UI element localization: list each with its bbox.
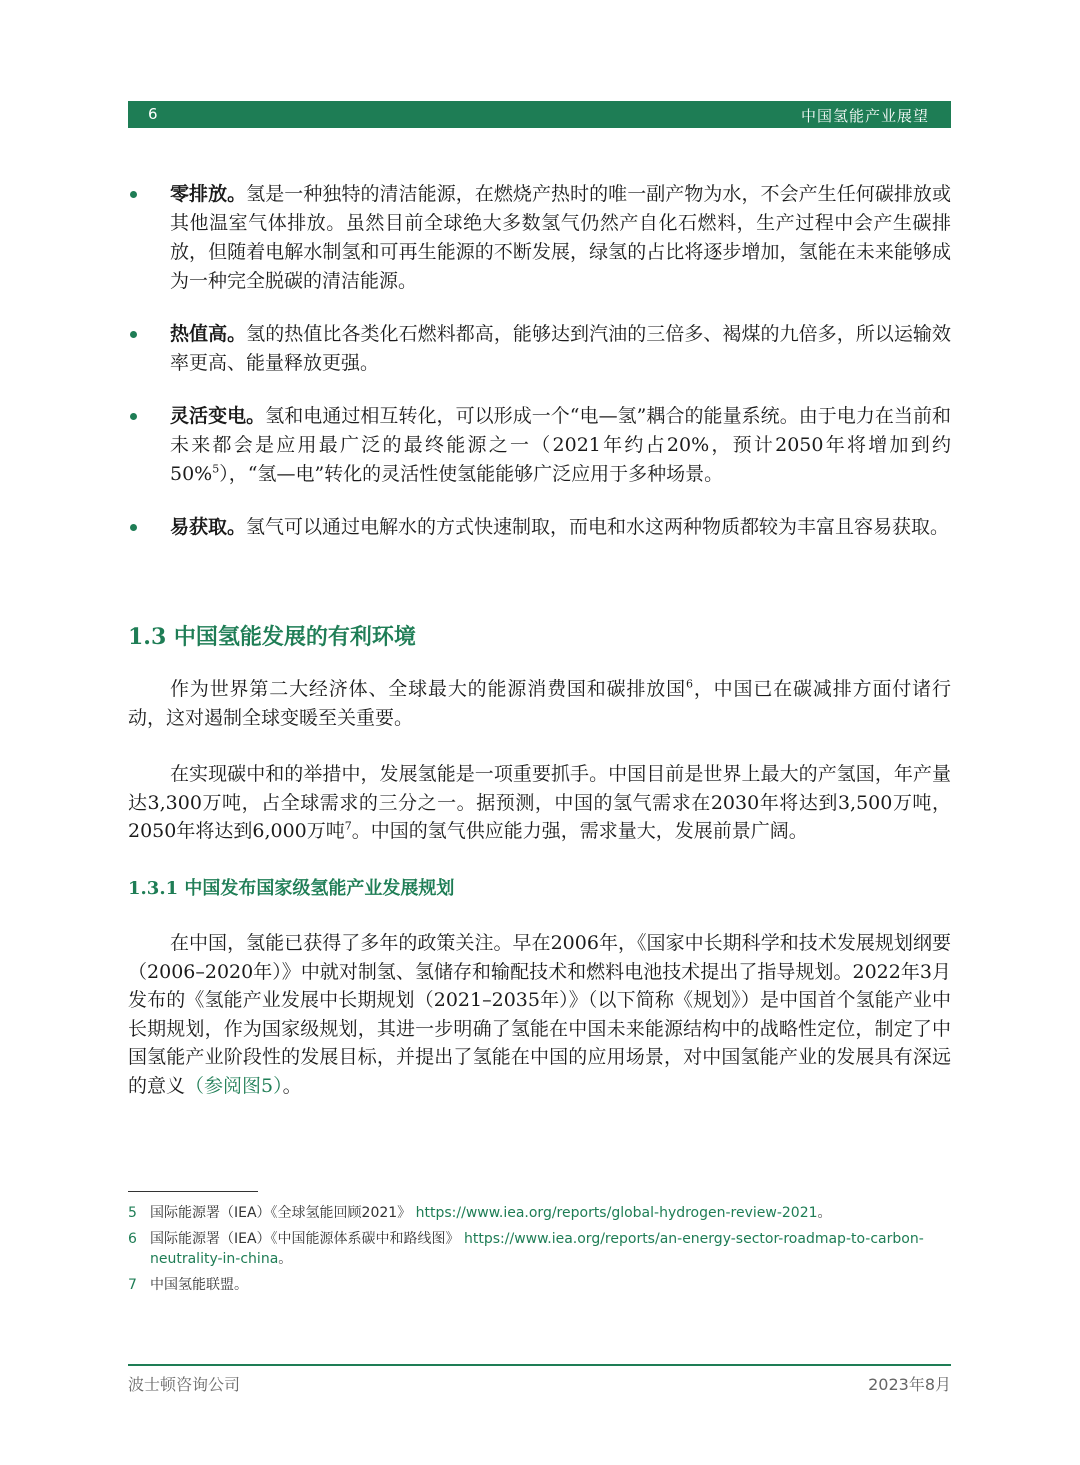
footnote-link[interactable]: https://www.iea.org/reports/an-energy-sector-roadmap-to-carbon-neutrality-in-china (150, 1231, 924, 1267)
paragraph-text-cont: 。中国的氢气供应能力强，需求量大，发展前景广阔。 (351, 820, 808, 842)
footnote-number: 6 (128, 1231, 137, 1247)
footnote-link[interactable]: https://www.iea.org/reports/global-hydrogen-review-2021 (415, 1205, 818, 1221)
section-heading: 1.3 中国氢能发展的有利环境 (128, 624, 416, 650)
footnote-ref-5[interactable]: 5 (212, 462, 220, 476)
page-number: 6 (148, 105, 158, 123)
subsection-heading: 1.3.1 中国发布国家级氢能产业发展规划 (128, 878, 455, 899)
bullet-text: 氢和电通过相互转化，可以形成一个“电—氢”耦合的能量系统。由于电力在当前和未来都会是应用最广泛的最终能源之一（2021年约占20%，预计2050年将增加到约50% (170, 405, 951, 485)
footer-divider (128, 1364, 951, 1366)
paragraph-text-cont: ，中国已在碳减排方面付诸行动，这对遏制全球变暖至关重要。 (128, 678, 951, 729)
bullet-icon (130, 191, 137, 198)
bullet-text: 氢气可以通过电解水的方式快速制取，而电和水这两种物质都较为丰富且容易获取。 (246, 516, 950, 538)
list-item (128, 180, 951, 296)
list-item (128, 320, 951, 378)
bullet-term: 热值高。 (170, 323, 247, 345)
list-item (128, 402, 951, 489)
paragraph-end: 。 (282, 1074, 302, 1097)
list-item (128, 513, 951, 542)
paragraph-text: 在中国，氢能已获得了多年的政策关注。早在2006年，《国家中长期科学和技术发展规划纲要（2006–2020年）》中就对制氢、氢储存和输配技术和燃料电池技术提出了指导规划。2022年3月发布的《氢能产业发展中长期规划（2021–2035年）》（以下简称《规划》）是中国首个氢能产业中长期规划，作为国家级规划，其进一步明确了氢能在中国未来能源结构中的战略性定位，制定了中国氢能产业阶段性的发展目标，并提出了氢能在中国的应用场景，对中国氢能产业的发展具有深远的意义 (128, 932, 951, 1097)
footnotes (128, 1203, 951, 1301)
subsection-paragraph (128, 929, 951, 1100)
bullet-icon (130, 331, 137, 338)
footnote-divider (128, 1191, 258, 1192)
bullet-icon (130, 413, 137, 420)
footnote-number: 7 (128, 1277, 137, 1293)
footnote-ref-7[interactable]: 7 (344, 819, 352, 833)
bullet-text: 氢的热值比各类化石燃料都高，能够达到汽油的三倍多、褐煤的九倍多，所以运输效率更高、能量释放更强。 (170, 323, 951, 374)
bullet-term: 零排放。 (170, 183, 247, 205)
bullet-term: 灵活变电。 (170, 405, 266, 427)
section-paragraph-2 (128, 760, 951, 846)
bullet-text: 氢是一种独特的清洁能源，在燃烧产热时的唯一副产物为水，不会产生任何碳排放或其他温室气体排放。虽然目前全球绝大多数氢气仍然产自化石燃料，生产过程中会产生碳排放，但随着电解水制氢和可再生能源的不断发展，绿氢的占比将逐步增加，氢能在未来能够成为一种完全脱碳的清洁能源。 (170, 183, 951, 292)
footer-date: 2023年8月 (868, 1375, 951, 1394)
footer-publisher: 波士顿咨询公司 (128, 1375, 241, 1394)
advantages-list (128, 180, 951, 566)
footnote (128, 1203, 951, 1223)
paragraph-text: 在实现碳中和的举措中，发展氢能是一项重要抓手。中国目前是世界上最大的产氢国，年产量达3,300万吨，占全球需求的三分之一。据预测，中国的氢气需求在2030年将达到3,500万吨，2050年将达到6,000万吨 (128, 763, 951, 842)
footnote-text: 国际能源署（IEA）《中国能源体系碳中和路线图》 (150, 1231, 460, 1247)
footnote-end: 。 (278, 1251, 293, 1267)
footnote-end: 。 (817, 1205, 832, 1221)
bullet-text-cont: ），“氢—电”转化的灵活性使氢能能够广泛应用于多种场景。 (219, 463, 724, 485)
footnote (128, 1229, 951, 1269)
bullet-icon (130, 524, 137, 531)
report-title: 中国氢能产业展望 (800, 107, 929, 125)
footnote-text: 国际能源署（IEA）《全球氢能回顾2021》 (150, 1205, 412, 1221)
footnote (128, 1275, 951, 1295)
footnote-text: 中国氢能联盟。 (150, 1277, 248, 1293)
bullet-term: 易获取。 (170, 516, 247, 538)
footnote-number: 5 (128, 1205, 137, 1221)
footnote-ref-6[interactable]: 6 (685, 677, 693, 691)
figure-5-link[interactable]: （参阅图5） (185, 1074, 283, 1097)
section-paragraph-1 (128, 675, 951, 732)
paragraph-text: 作为世界第二大经济体、全球最大的能源消费国和碳排放国 (170, 678, 686, 700)
page-header (128, 101, 951, 128)
